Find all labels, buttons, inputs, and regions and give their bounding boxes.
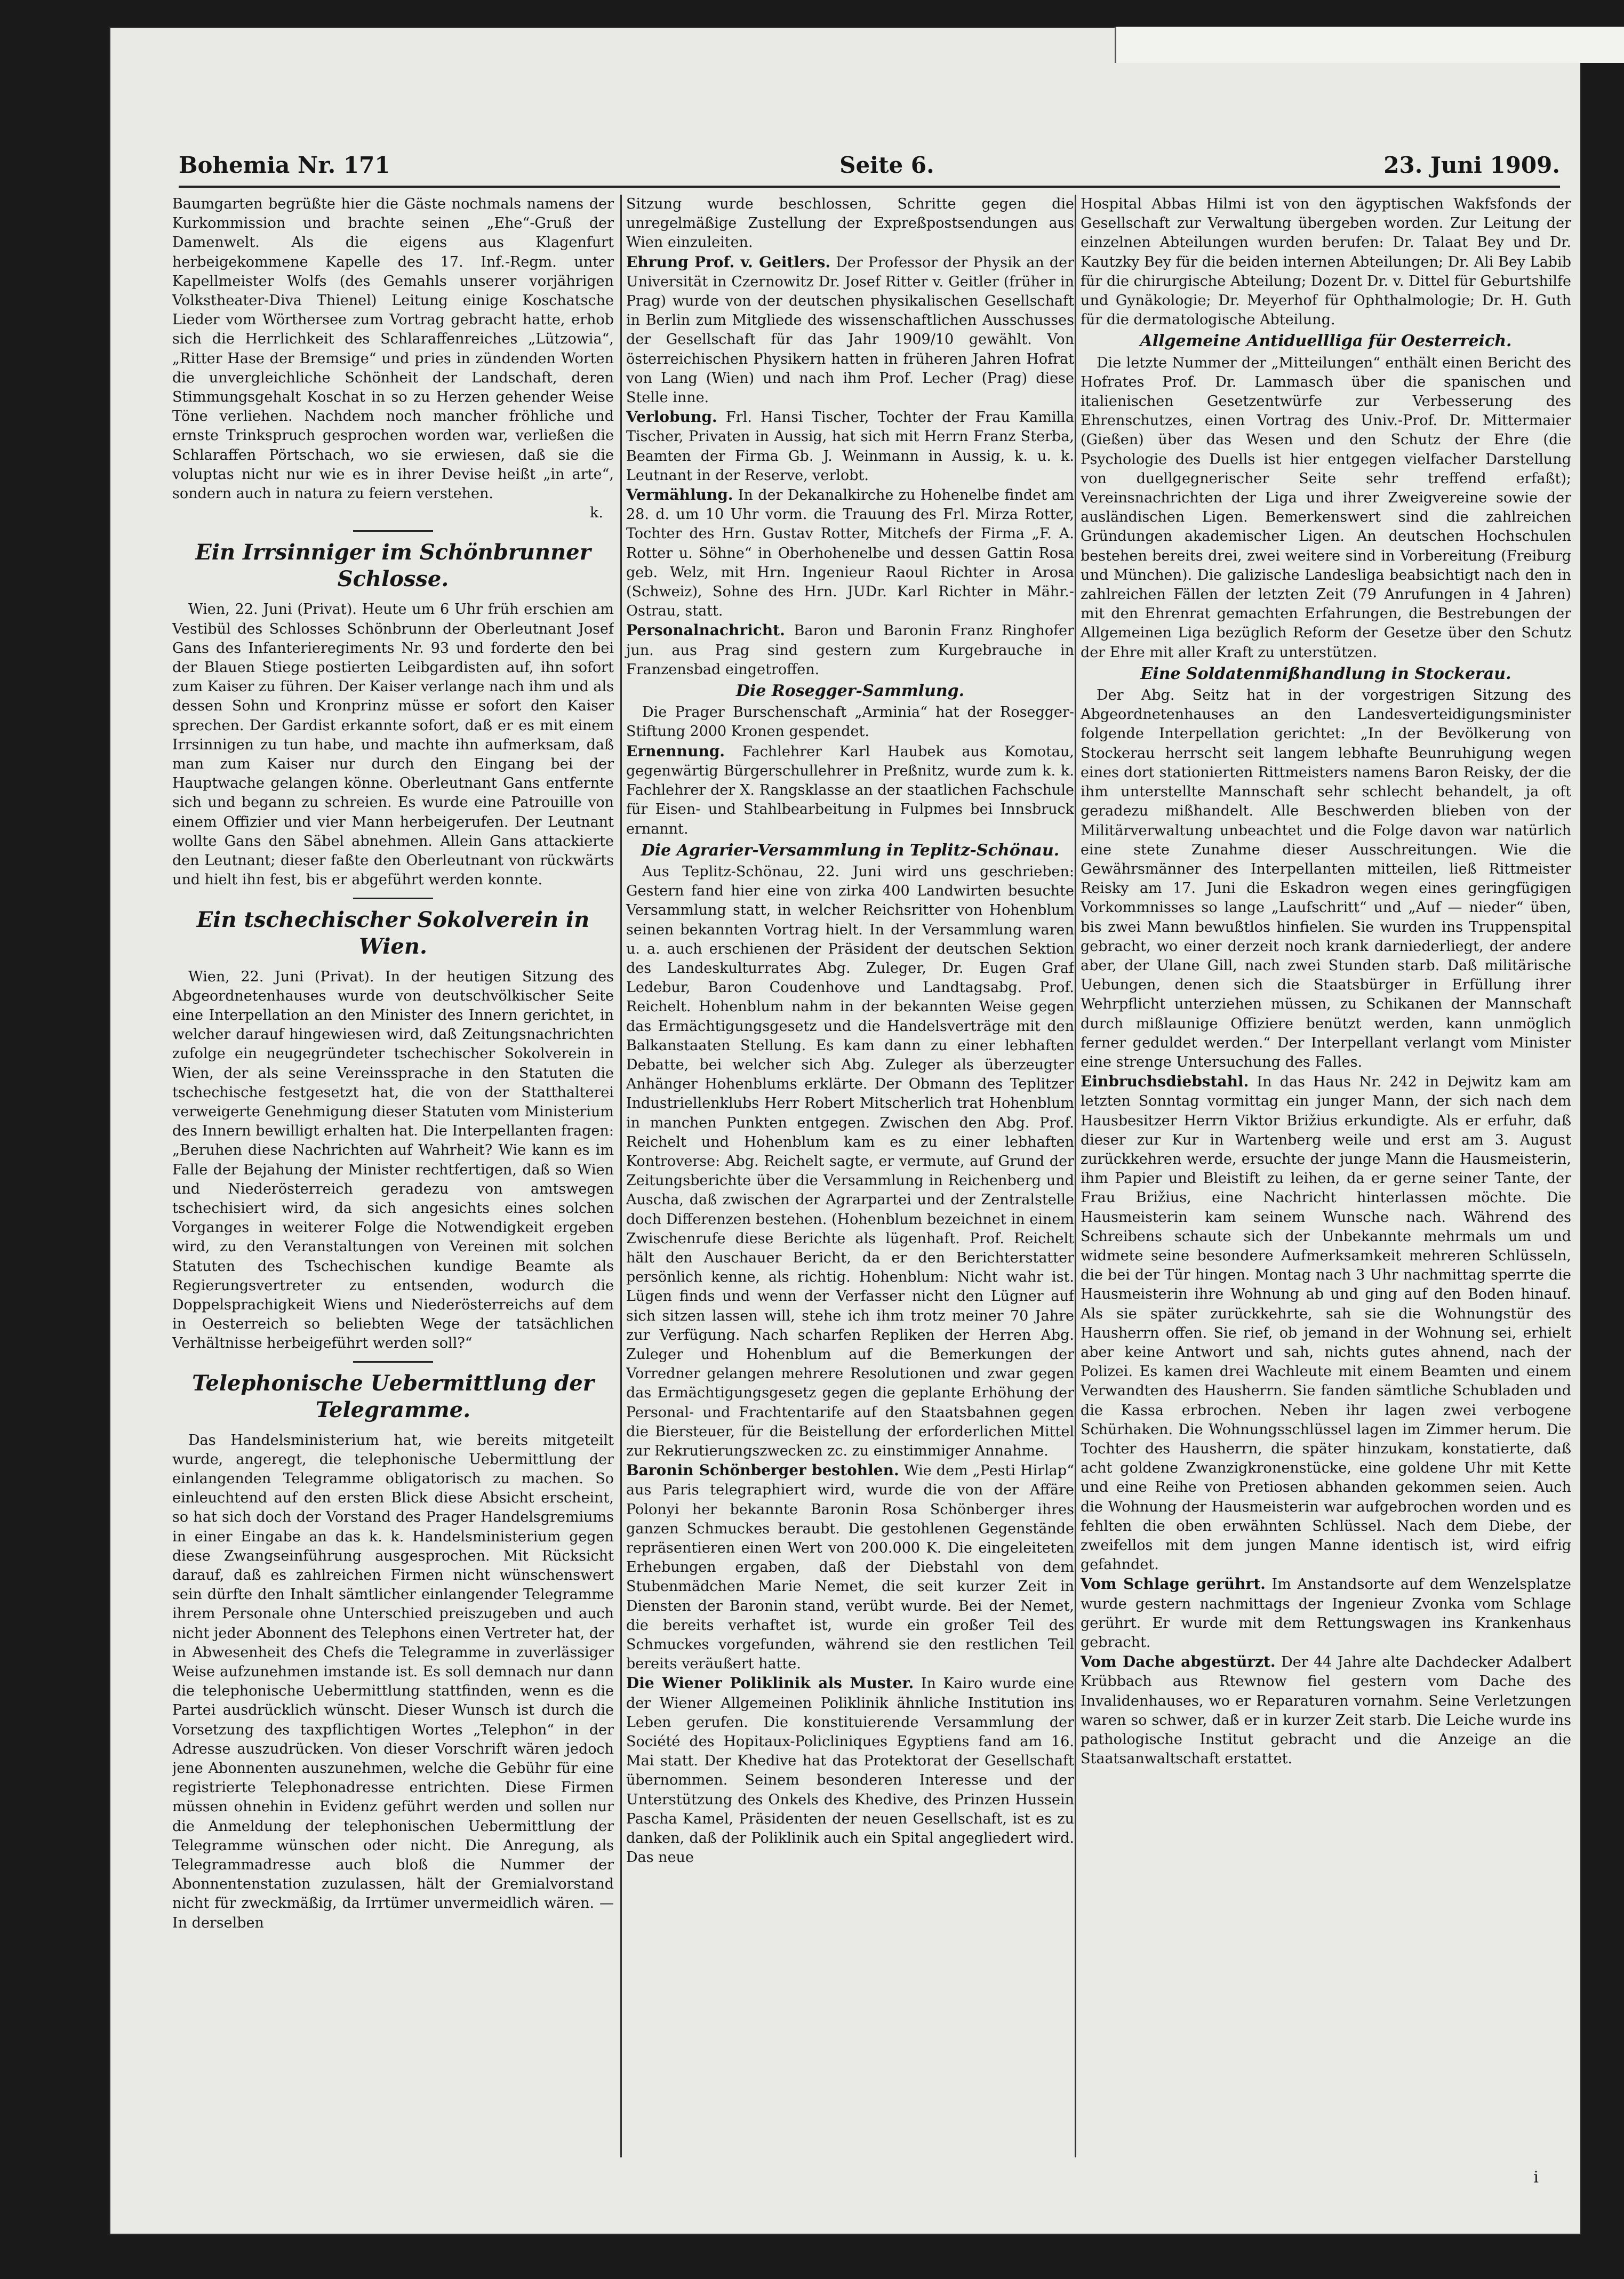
article-irrsinniger: Wien, 22. Juni (Privat). Heute um 6 Uhr früh erschien am Vestibül des Schlosses Schönbrunn der Oberleutnant Josef Gans des Infanterieregiments Nr. 93 und forderte den bei der Blauen Stiege postierten Leibgardisten auf, ihn sofort zum Kaiser zu führen. Der Kaiser verlange nach ihm und als dessen Sohn und Kronprinz müsse er sofort den Kaiser sprechen. Der Gardist erkannte sofort, daß er es mit einem Irrsinnigen zu tun habe, und machte ihn aufmerksam, daß man zum Kaiser nur durch den Eingang bei der Hauptwache gelangen könne. Oberleutnant Gans entfernte sich und begann zu schreien. Es wurde eine Patrouille von einem Offizier und vier Mann herbeigerufen. Der Leutnant wollte Gans den Säbel abnehmen. Allein Gans attackierte den Leutnant; dieser faßte den Oberleutnant von rückwärts und hielt ihn fest, bis er abgeführt werden konnte. (172, 601, 614, 889)
item-title: Personalnachricht. (626, 621, 785, 639)
news-item: Die letzte Nummer der „Mitteilungen“ enthält einen Bericht des Hofrates Prof. Dr. Lammasch über die spanischen und italienischen Gesetzentwürfe zur Verbesserung des Ehrenschutzes, einen Vortrag des Univ.-Prof. Dr. Mittermaier (Gießen) über das Wesen und den Schutz der Ehre (die Psychologie des Duells ist hier entgegen vielfacher Darstellung von duellgegnerischer Seite sehr treffend erfaßt); Vereinsnachrichten der Liga und ihrer Zweigvereine sowie der ausländischen Ligen. Bemerkenswert sind die zahlreichen Gründungen akademischer Ligen. An deutschen Hochschulen bestehen bereits drei, zwei weitere sind in Vorbereitung (Freiburg und München). Die galizische Landesliga beabsichtigt nach den in zahlreichen Fällen der letzten Zeit (79 Anrufungen in 4 Jahren) mit den Ehrenrat gemachten Erfahrungen, die Bestrebungen der Allgemeinen Liga bezüglich Reform der Gesetze über den Schutz der Ehre mit aller Kraft zu unterstützen. (1081, 354, 1571, 661)
item-title: Baronin Schönberger bestohlen. (626, 1461, 899, 1480)
page-fold (1115, 27, 1624, 63)
page-header (179, 144, 1560, 188)
divider (353, 898, 433, 899)
item-title: Vermählung. (626, 486, 733, 504)
article-sokolverein: Wien, 22. Juni (Privat). In der heutigen Sitzung des Abgeordnetenhauses wurde von deutschvölkischer Seite eine Interpellation an den Minister des Innern gerichtet, in welcher darauf hingewiesen wird, daß Zeitungsnachrichten zufolge ein neugegründeter tschechischer Sokolverein in Wien, der als seine Vereinssprache in den Statuten die tschechische festgesetzt hat, die von der Statthalterei verweigerte Genehmigung dieser Statuten vom Ministerium des Innern bewilligt erhalten hat. Die Interpellanten fragen: „Beruhen diese Nachrichten auf Wahrheit? Wie kann es im Falle der Bejahung der Minister rechtfertigen, daß so Wien und Niederösterreich geradezu von amtswegen tschechisiert wird, da sich angesichts eines solchen Vorganges in weiterer Folge die Notwendigkeit ergeben wird, zu den Veranstaltungen von Vereinen mit solchen Statuten des Tschechischen kundige Beamte als Regierungsvertreter zu entsenden, wodurch die Doppelsprachigkeit Wiens und Niederösterreichs auf dem in Oesterreich so beliebten Wege der tatsächlichen Verhältnisse herbeigeführt werden soll?“ (172, 968, 614, 1352)
item-title: Vom Dache abgestürzt. (1081, 1653, 1276, 1671)
item-text: Der 44 Jahre alte Dachdecker Adalbert Krübbach aus Rtewnow fiel gestern vom Dache des Invalidenhauses, wo er Reparaturen vornahm. Seine Verletzungen waren so schwer, daß er in kurzer Zeit starb. Die Leiche wurde ins pathologische Institut gebracht und die Anzeige an die Staatsanwaltschaft erstattet. (1081, 1654, 1571, 1768)
header-date: 23. Juni 1909. (1383, 151, 1560, 178)
article-telephon: Das Handelsministerium hat, wie bereits mitgeteilt wurde, angeregt, die telephonische Uebermittlung der einlangenden Telegramme obligatorisch zu machen. So einleuchtend auf den ersten Blick diese Absicht erscheint, so hat sich doch der Vorstand des Prager Handelsgremiums in einer Eingabe an das k. k. Handelsministerium gegen diese Zwangseinführung ausgesprochen. Mit Rücksicht darauf, daß es zahlreichen Firmen nicht wünschenswert sein dürfte den Inhalt sämtlicher einlangender Telegramme ihrem Personale ohne Unterschied preiszugeben und auch nicht jeder Abonnent des Telephons einen Vertreter hat, der in Abwesenheit des Chefs die Telegramme in zuverlässiger Weise aufzunehmen imstande ist. Es soll demnach nur dann die telephonische Uebermittlung stattfinden, wenn es die Partei ausdrücklich wünscht. Dieser Wunsch ist durch die Vorsetzung des taxpflichtigen Wortes „Telephon“ in der Adresse auszudrücken. Von dieser Vorschrift wären jedoch jene Abonnenten auszunehmen, welche die Gebühr für eine registrierte Telephonadresse entrichten. Diese Firmen müssen ohnehin in Evidenz geführt werden und sollen nur die Anmeldung der telephonischen Uebermittlung der Telegramme wünschen oder nicht. Die Anregung, als Telegrammadresse auch bloß die Nummer der Abonnentenstation zuzulassen, hält der Gremialvorstand nicht für zweckmäßig, da Irrtümer unvermeidlich wären. — In derselben (172, 1432, 614, 1931)
section-title: Allgemeine Antiduellliga für Oesterreich. (1140, 332, 1512, 351)
headline-telephon: Telephonische Uebermittlung der Telegramme. (192, 1370, 594, 1422)
section-title: Eine Soldatenmißhandlung in Stockerau. (1140, 664, 1511, 683)
header-page: Seite 6. (839, 151, 934, 178)
item-text: Im Anstandsorte auf dem Wenzelsplatze wurde gestern nachmittags der Ingenieur Zvonka vom Schlage gerührt. Er wurde mit dem Rettungswagen ins Krankenhaus gebracht. (1081, 1576, 1571, 1651)
headline-sokolverein: Ein tschechischer Sokolverein in Wien. (196, 907, 590, 959)
item-title: Vom Schlage gerührt. (1081, 1575, 1266, 1593)
item-title: Ehrung Prof. v. Geitlers. (626, 253, 831, 271)
item-title: Die Wiener Poliklinik als Muster. (626, 1674, 914, 1692)
divider (353, 1361, 433, 1363)
item-text: Frl. Hansi Tischer, Tochter der Frau Kamilla Tischer, Privaten in Aussig, hat sich mit Herrn Franz Sterba, Beamten der Firma Gb. J. Weinmann in Aussig, k. u. k. Leutnant in der Reserve, verlobt. (626, 409, 1074, 484)
page-marker: i (1533, 2168, 1539, 2187)
item-text: Wie dem „Pesti Hirlap“ aus Paris telegraphiert wird, wurde die von der Affäre Polonyi her bekannte Baronin Rosa Schönberger ihres ganzen Schmuckes beraubt. Die gestohlenen Gegenstände repräsentieren einen Wert von 200.000 K. Die eingeleiteten Erhebungen ergaben, daß der Diebstahl von dem Stubenmädchen Marie Nemet, die seit kurzer Zeit in Diensten der Baronin stand, verübt wurde. Bei der Nemet, die bereits verhaftet ist, wurde ein großer Teil des Schmuckes vorgefunden, während sie den restlichen Teil bereits veräußert hatte. (626, 1462, 1074, 1673)
item-title: Ernennung. (626, 742, 725, 760)
article-continuation: Sitzung wurde beschlossen, Schritte gegen die unregelmäßige Zustellung der Expreßpostsendungen aus Wien einzuleiten. (626, 196, 1074, 251)
article-continuation: Baumgarten begrüßte hier die Gäste nochmals namens der Kurkommission und brachte seinen „Ehe“-Gruß der Damenwelt. Als die eigens aus Klagenfurt herbeigekommene Kapelle des 17. Inf.-Regm. unter Kapellmeister Wolfs (des Gemahls unserer vorjährigen Volkstheater-Diva Thienel) Leitung einige Koschatsche Lieder vom Wörthersee zum Vortrag gebracht hatte, erhob sich die Herrlichkeit des Schlaraffenreiches „Lützowia“, „Ritter Hase der Bremsige“ und pries in zündenden Worten die unvergleichliche Schönheit der Landschaft, deren Stimmungsgehalt Koschat in so zu Herzen gehender Weise Töne verliehen. Nachdem noch mancher fröhliche und ernste Trinkspruch gesprochen worden war, verließen die Schlaraffen Pörtschach, wo sie erwiesen, daß sie die voluptas nicht nur wie es in ihrer Devise heißt „in arte“, sondern auch in natura zu feiern verstehen. (172, 196, 614, 502)
headline-irrsinniger: Ein Irrsinniger im Schönbrunner Schlosse. (195, 540, 591, 592)
news-item: Der Abg. Seitz hat in der vorgestrigen Sitzung des Abgeordnetenhauses an den Landesverteidigungsminister folgende Interpellation gerichtet: „In der Bevölkerung von Stockerau herrscht seit langem lebhafte Beunruhigung wegen eines dort stationierten Rittmeisters namens Baron Reisky, der die ihm unterstellte Mannschaft sehr schlecht behandelt, ja oft geradezu mißhandelt. Alle Beschwerden blieben von der Militärverwaltung unbeachtet und die Folge davon war natürlich eine stete Zunahme dieser Ausschreitungen. Wie die Gewährsmänner des Interpellanten mitteilen, ließ Rittmeister Reisky am 17. Juni die Eskadron wegen eines geringfügigen Vorkommnisses so lange „Laufschritt“ und „Auf — nieder“ üben, bis zwei Mann bewußtlos hinfielen. Sie wurden ins Truppenspital gebracht, wo einer derzeit noch krank darniederliegt, der andere aber, der Ulane Gill, nach zwei Stunden starb. Daß militärische Uebungen, denen sich die Staatsbürger in Erfüllung ihrer Wehrpflicht unterziehen müssen, zu Schikanen der Mannschaft durch mißlaunige Offiziere benützt werden, kann unmöglich ferner geduldet werden.“ Der Interpellant verlangt vom Minister eine strenge Untersuchung des Falles. (1081, 687, 1571, 1070)
column-2 (620, 195, 1074, 2157)
newspaper-page (109, 27, 1581, 2235)
column-3 (1075, 195, 1571, 2157)
section-title: Die Rosegger-Sammlung. (735, 682, 965, 701)
item-title: Verlobung. (626, 408, 717, 426)
item-text: Fachlehrer Karl Haubek aus Komotau, gegenwärtig Bürgerschullehrer in Preßnitz, wurde zum k. k. Fachlehrer der X. Rangsklasse an der staatlichen Fachschule für Eisen- und Stahlbearbeitung in Fulpmes bei Innsbruck ernannt. (626, 743, 1074, 837)
item-text: Der Professor der Physik an der Universität in Czernowitz Dr. Josef Ritter v. Geitler (früher in Prag) wurde von der deutschen physikalischen Gesellschaft in Berlin zum Mitgliede des wissenschaftlichen Ausschusses der Gesellschaft für das Jahr 1909/10 gewählt. Von österreichischen Physikern hatten in früheren Jahren Hofrat von Lang (Wien) und nach ihm Prof. Lecher (Prag) diese Stelle inne. (626, 254, 1074, 406)
item-text: In Kairo wurde eine der Wiener Allgemeinen Poliklinik ähnliche Institution ins Leben gerufen. Die konstituierende Versammlung der Société des Hopitaux-Policliniques Egyptiens fand am 16. Mai statt. Der Khedive hat das Protektorat der Gesellschaft übernommen. Seinem besonderen Interesse und der Unterstützung des Onkels des Khedive, des Prinzen Hussein Pascha Kamel, Präsidenten der neuen Gesellschaft, ist es zu danken, daß der Poliklinik auch ein Spital angegliedert wird. Das neue (626, 1675, 1074, 1866)
section-title: Die Agrarier-Versammlung in Teplitz-Schönau. (641, 841, 1060, 860)
signature: k. (590, 505, 603, 522)
divider (353, 530, 433, 532)
item-title: Einbruchsdiebstahl. (1081, 1073, 1249, 1091)
item-text: In der Dekanalkirche zu Hohenelbe findet am 28. d. um 10 Uhr vorm. die Trauung des Frl. Mirza Rotter, Tochter des Hrn. Gustav Rotter, Mitchefs der Firma „F. A. Rotter u. Söhne“ in Oberhohenelbe und dessen Gattin Rosa geb. Welz, mit Hrn. Ingenieur Raoul Richter in Arosa (Schweiz), Sohne des Hrn. JUDr. Karl Richter in Mähr.-Ostrau, statt. (626, 487, 1074, 620)
article-continuation: Hospital Abbas Hilmi ist von den ägyptischen Wakfsfonds der Gesellschaft zur Verwaltung übergeben worden. Zur Leitung der einzelnen Abteilungen wurden berufen: Dr. Talaat Bey und Dr. Kautzky Bey für die beiden internen Abteilungen; Dr. Ali Bey Labib für die chirurgische Abteilung; Dozent Dr. v. Dittel für Geburtshilfe und Gynäkologie; Dr. Meyerhof für Ophthalmologie; Dr. H. Guth für die dermatologische Abteilung. (1081, 196, 1571, 329)
item-text: In das Haus Nr. 242 in Dejwitz kam am letzten Sonntag vormittag ein junger Mann, der sich nach dem Hausbesitzer Herrn Viktor Brižius erkundigte. Als er erfuhr, daß dieser zur Kur in Wartenberg weile und erst am 3. August zurückkehren werde, ersuchte der junge Mann die Hausmeisterin, ihm Papier und Bleistift zu leihen, da er gerne seiner Tante, der Frau Brižius, eine Nachricht hinterlassen möchte. Die Hausmeisterin kam seinem Wunsche nach. Während des Schreibens schaute sich der Unbekannte mehrmals um und widmete seine besondere Aufmerksamkeit mehreren Schlüsseln, die bei der Tür hingen. Montag nach 3 Uhr nachmittag sperrte die Hausmeisterin ihre Wohnung ab und ging auf den Boden hinauf. Als sie später zurückkehrte, sah sie die Wohnungstür des Hausherrn offen. Sie rief, ob jemand in der Wohnung sei, erhielt aber keine Antwort und sah, nichts gutes ahnend, nach der Polizei. Es kamen drei Wachleute mit einem Beamten und einem Verwandten des Hausherrn. Sie fanden sämtliche Schubladen und die Kassa erbrochen. Neben ihr lagen zwei verbogene Schürhaken. Die Wohnungsschlüssel lagen im Zimmer herum. Die Tochter des Hausherrn, die später hinzukam, konstatierte, daß acht goldene Zwanzigkronenstücke, eine goldene Uhr mit Kette und eine Reihe von Pretiosen abhanden gekommen seien. Auch die Wohnung der Hausmeisterin war aufgebrochen worden und es fehlten die oben erwähnten Schlüssel. Nach dem Diebe, der zweifellos mit dem jungen Manne identisch ist, wird eifrig gefahndet. (1081, 1074, 1571, 1573)
news-item: Aus Teplitz-Schönau, 22. Juni wird uns geschrieben: Gestern fand hier eine von zirka 400 Landwirten besuchte Versammlung statt, in welcher Reichsritter von Hohenblum seinen bekannten Vortrag hielt. In der Versammlung waren u. a. auch erschienen der Präsident der deutschen Sektion des Landeskulturrates Abg. Zuleger, Dr. Eugen Graf Ledebur, Baron Coudenhove und Landtagsabg. Prof. Reichelt. Hohenblum nahm in der bekannten Weise gegen das Ermächtigungsgesetz und die Handelsverträge mit den Balkanstaaten Stellung. Es kam dann zu einer lebhaften Debatte, bei welcher sich Abg. Zuleger als überzeugter Anhänger Hohenblums erklärte. Der Obmann des Teplitzer Industriellenklubs Herr Robert Mitscherlich trat Hohenblum in manchen Punkten entgegen. Zwischen den Abg. Prof. Reichelt und Hohenblum kam es zu einer lebhaften Kontroverse: Abg. Reichelt sagte, er vermute, auf Grund der Zeitungsberichte über die Versammlung in Reichenberg und Auscha, daß zwischen der Agrarpartei und der Zentralstelle doch Differenzen bestehen. (Hohenblum bezeichnet in einem Zwischenrufe diese Berichte als lügenhaft. Prof. Reichelt hält den Auschauer Bericht, da er den Berichterstatter persönlich kenne, als richtig. Hohenblum: Nicht wahr ist. Lügen finds und wenn der Verfasser nicht den Lügner auf sich sitzen lassen will, stehe ich ihm trotz meiner 70 Jahre zur Verfügung. Nach scharfen Repliken der Herren Abg. Zuleger und Hohenblum auf die Bemerkungen der Vorredner gelangen mehrere Resolutionen und zwar gegen das Ermächtigungsgesetz gegen die geplante Erhöhung der Personal- und Frachtentarife auf den Staatsbahnen gegen die Biersteuer, für die Beistellung der erforderlichen Mittel zur Rekrutierungszwecken zc. zu einstimmiger Annahme. (626, 863, 1074, 1459)
header-issue: Bohemia Nr. 171 (179, 151, 390, 178)
news-item: Die Prager Burschenschaft „Arminia“ hat der Rosegger-Stiftung 2000 Kronen gespendet. (626, 704, 1074, 740)
column-1 (172, 195, 614, 2157)
item-text: Baron und Baronin Franz Ringhofer jun. aus Prag sind gestern zum Kurgebrauche in Franzensbad eingetroffen. (626, 622, 1074, 678)
